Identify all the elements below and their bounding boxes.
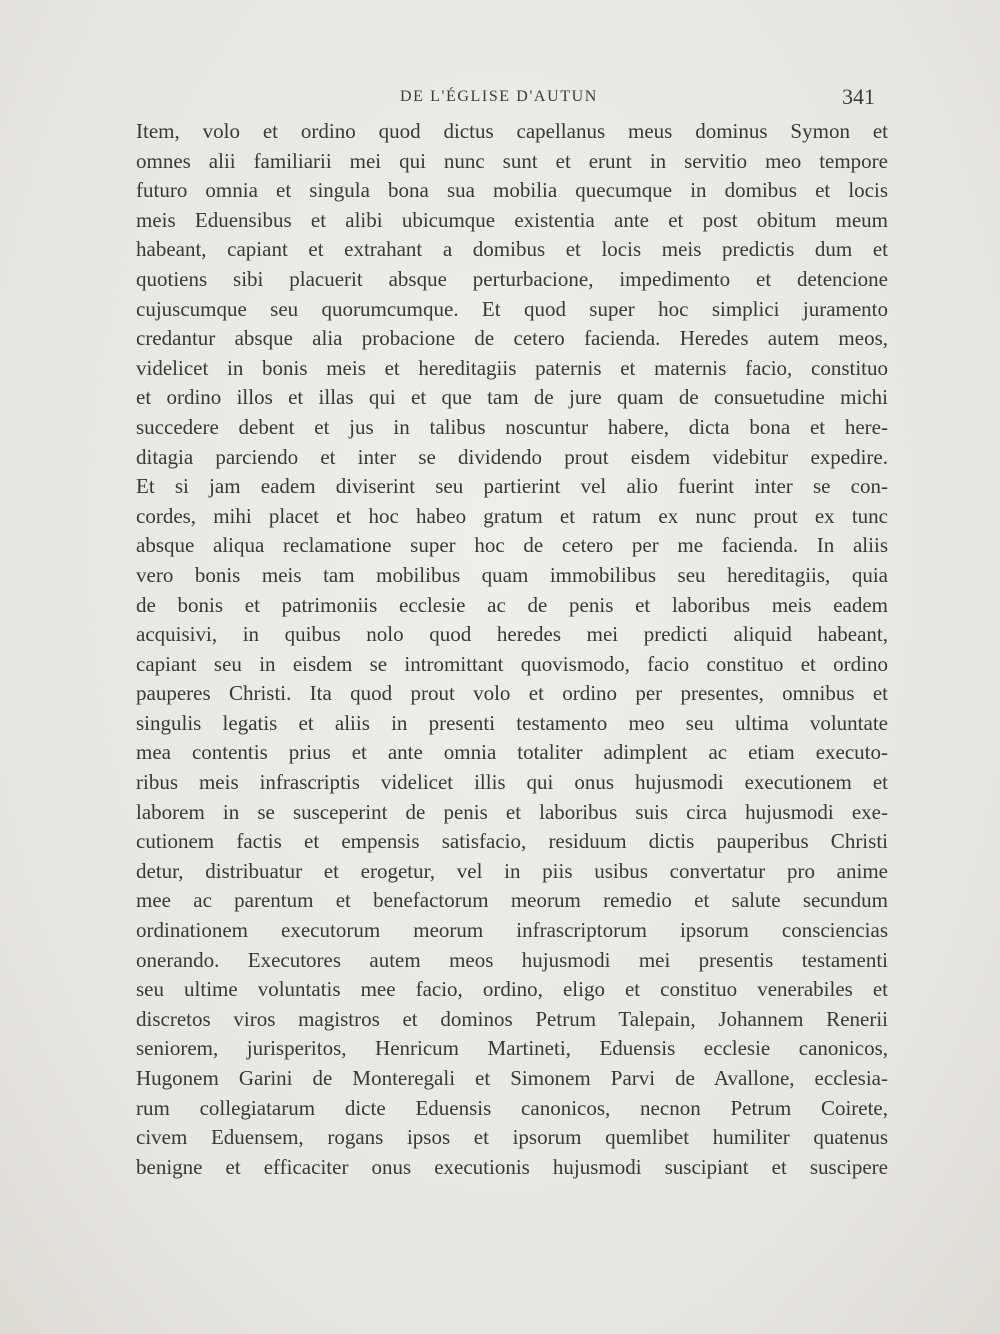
text-line: ditagia parciendo et inter se dividendo prout eisdem videbitur expedire.	[136, 444, 888, 469]
text-line: ordinationem executorum meorum infrascriptorum ipsorum consciencias	[136, 918, 888, 943]
text-line: succedere debent et jus in talibus noscuntur habere, dicta bona et here-	[136, 414, 888, 439]
text-line: mee ac parentum et benefactorum meorum remedio et salute secundum	[136, 888, 888, 913]
text-line: Item, volo et ordino quod dictus capellanus meus dominus Symon et	[136, 119, 888, 143]
text-line: mea contentis prius et ante omnia totaliter adimplent ac etiam executo-	[136, 740, 888, 765]
text-line: pauperes Christi. Ita quod prout volo et ordino per presentes, omnibus et	[136, 681, 888, 706]
text-line: videlicet in bonis meis et hereditagiis paternis et maternis facio, constituo	[136, 355, 888, 380]
text-line: cordes, mihi placet et hoc habeo gratum et ratum ex nunc prout ex tunc	[136, 503, 888, 528]
text-line: Hugonem Garini de Monteregali et Simonem Parvi de Avallone, ecclesia-	[136, 1066, 888, 1090]
text-line: civem Eduensem, rogans ipsos et ipsorum quemlibet humiliter quatenus	[136, 1125, 888, 1150]
text-line: onerando. Executores autem meos hujusmodi mei presentis testamenti	[136, 947, 888, 972]
text-line: acquisivi, in quibus nolo quod heredes mei predicti aliquid habeant,	[136, 622, 888, 647]
text-line: vero bonis meis tam mobilibus quam immobilibus seu hereditagiis, quia	[136, 562, 888, 587]
text-line: seniorem, jurisperitos, Henricum Martineti, Eduensis ecclesie canonicos,	[136, 1036, 888, 1061]
text-line: cutionem factis et empensis satisfacio, residuum dictis pauperibus Christi	[136, 829, 888, 854]
text-line: cujuscumque seu quorumcumque. Et quod super hoc simplici juramento	[136, 296, 888, 321]
text-line: capiant seu in eisdem se intromittant quovismodo, facio constituo et ordino	[136, 651, 888, 676]
text-line: quotiens sibi placuerit absque perturbacione, impedimento et detencione	[136, 266, 888, 291]
page-number: 341	[842, 84, 875, 109]
running-title: DE L'ÉGLISE D'AUTUN	[400, 88, 598, 105]
text-line: seu ultime voluntatis mee facio, ordino, eligo et constituo venerabiles et	[136, 977, 888, 1002]
running-head	[0, 84, 1000, 112]
text-line: discretos viros magistros et dominos Petrum Talepain, Johannem Renerii	[136, 1006, 888, 1031]
text-line: Et si jam eadem diviserint seu partierint vel alio fuerint inter se con-	[136, 474, 888, 499]
text-line: benigne et efficaciter onus executionis hujusmodi suscipiant et suscipere	[136, 1154, 888, 1179]
text-line: et ordino illos et illas qui et que tam de jure quam de consuetudine michi	[136, 385, 888, 410]
body-text	[136, 117, 888, 1182]
text-line: habeant, capiant et extrahant a domibus et locis meis predictis dum et	[136, 237, 888, 262]
text-line: de bonis et patrimoniis ecclesie ac de penis et laboribus meis eadem	[136, 592, 888, 617]
text-line: rum collegiatarum dicte Eduensis canonicos, necnon Petrum Coirete,	[136, 1095, 888, 1120]
text-line: futuro omnia et singula bona sua mobilia quecumque in domibus et locis	[136, 178, 888, 203]
text-line: omnes alii familiarii mei qui nunc sunt et erunt in servitio meo tempore	[136, 148, 888, 173]
text-line: meis Eduensibus et alibi ubicumque existentia ante et post obitum meum	[136, 207, 888, 232]
text-line: laborem in se susceperint de penis et laboribus suis circa hujusmodi exe-	[136, 799, 888, 824]
text-line: ribus meis infrascriptis videlicet illis qui onus hujusmodi executionem et	[136, 770, 888, 795]
text-line: detur, distribuatur et erogetur, vel in piis usibus convertatur pro anime	[136, 858, 888, 883]
text-line: credantur absque alia probacione de cetero facienda. Heredes autem meos,	[136, 326, 888, 351]
text-line: singulis legatis et aliis in presenti testamento meo seu ultima voluntate	[136, 710, 888, 735]
text-line: absque aliqua reclamatione super hoc de cetero per me facienda. In aliis	[136, 533, 888, 558]
